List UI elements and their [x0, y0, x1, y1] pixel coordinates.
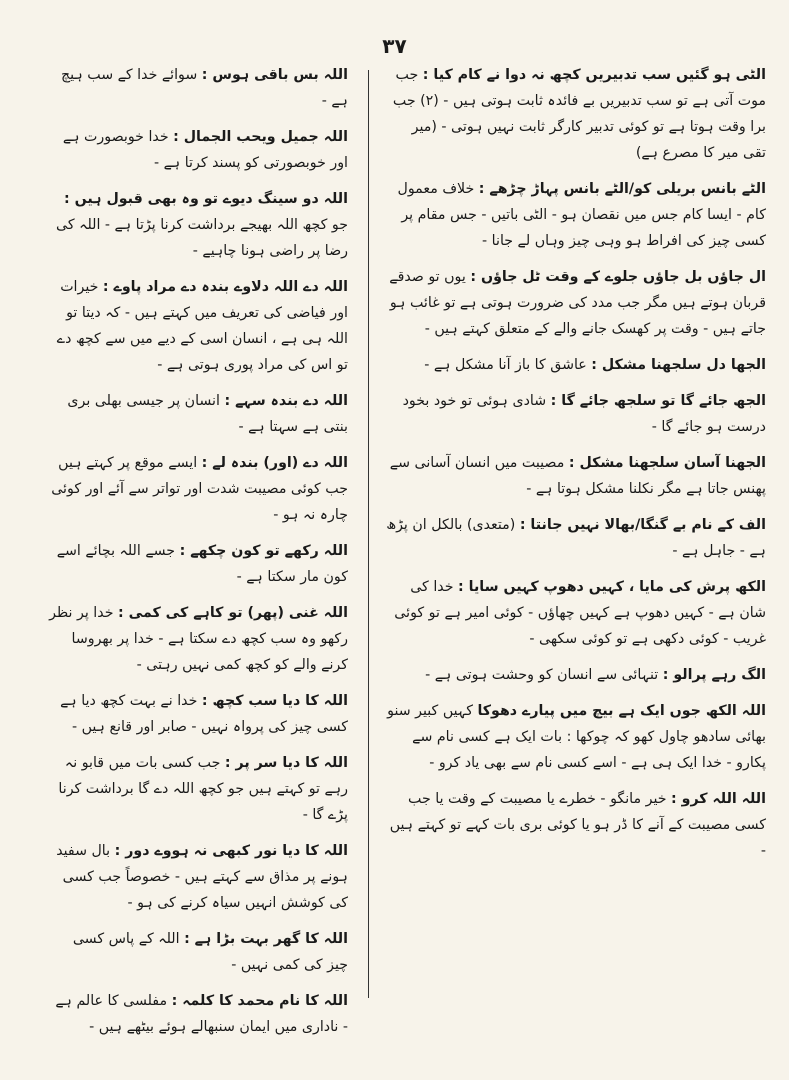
entry-definition: (متعدی) بالکل ان پڑھ ہے - جاہل ہے -: [386, 517, 766, 559]
entry-definition: عاشق کا باز آنا مشکل ہے -: [424, 357, 587, 373]
dictionary-entry: [386, 62, 766, 166]
entry-headword: اللہ دے بندہ سہے :: [224, 393, 348, 409]
entry-headword: الجھا دل سلجھنا مشکل :: [591, 357, 766, 373]
entry-headword: اللہ دو سینگ دیوے تو وہ بھی قبول ہیں :: [64, 191, 348, 207]
dictionary-entry: [48, 274, 348, 378]
dictionary-entry: [48, 988, 348, 1040]
dictionary-entry: [386, 176, 766, 254]
entry-headword: اللہ دے اللہ دلاوے بندہ دے مراد پاوے :: [102, 279, 348, 295]
entry-headword: الجھنا آسان سلجھنا مشکل :: [568, 455, 766, 471]
dictionary-entry: [48, 388, 348, 440]
entry-headword: ال جاؤں بل جاؤں جلوے کے وقت ٹل جاؤں :: [470, 269, 766, 285]
entry-headword: اللہ کا دیا نور کبھی نہ ہووے دور :: [114, 843, 348, 859]
column-divider: [368, 70, 369, 998]
entry-definition: یوں تو صدقے قربان ہوتے ہیں مگر جب مدد کی ضرورت ہوتی ہے تو غائب ہو جاتے ہیں - وقت پر کھسک جانے والے کے متعلق کہتے ہیں -: [389, 269, 766, 337]
entry-definition: خلاف معمول کام - ایسا کام جس میں نقصان ہو - الٹی باتیں - جس مقام پر کسی چیز کی افراط ہو وہی چیز وہاں لے جانا -: [397, 181, 766, 249]
dictionary-entry: [386, 264, 766, 342]
entry-headword: اللہ کا دیا سر پر :: [224, 755, 348, 771]
dictionary-entry: [48, 926, 348, 978]
entry-definition: مفلسی کا عالم ہے - ناداری میں ایمان سنبھالے ہوئے بیٹھے ہیں -: [55, 993, 348, 1035]
dictionary-entry: [386, 512, 766, 564]
right-column: [386, 62, 766, 874]
dictionary-entry: [48, 186, 348, 264]
dictionary-entry: [48, 750, 348, 828]
dictionary-entry: [386, 662, 766, 688]
entry-definition: خیر مانگو - خطرے یا مصیبت کے وقت یا جب کسی مصیبت کے آنے کا ڈر ہو یا کوئی بری بات کہے تو کہتے ہیں -: [389, 791, 766, 859]
dictionary-entry: [386, 786, 766, 864]
dictionary-entry: [386, 352, 766, 378]
entry-headword: اللہ کا دیا سب کچھ :: [201, 693, 348, 709]
entry-definition: اللہ کے پاس کسی چیز کی کمی نہیں -: [72, 931, 348, 973]
entry-headword: اللہ بس باقی ہوس :: [201, 67, 348, 83]
entry-definition: جسے اللہ بچائے اسے کون مار سکتا ہے -: [56, 543, 348, 585]
dictionary-entry: [48, 600, 348, 678]
entry-definition: خیرات اور فیاضی کی تعریف میں کہتے ہیں - کہ دیتا تو اللہ ہی ہے ، انسان اسی کے دیے میں سے کچھ دے تو اس کی مراد پوری ہوتی ہے -: [56, 279, 348, 373]
entry-definition: خدا خوبصورت ہے اور خوبصورتی کو پسند کرتا ہے -: [62, 129, 348, 171]
entry-headword: اللہ جمیل ویحب الجمال :: [173, 129, 348, 145]
entry-headword: اللہ اللہ کرو :: [671, 791, 766, 807]
dictionary-entry: [48, 538, 348, 590]
entry-headword: اللہ کا گھر بہت بڑا ہے :: [184, 931, 348, 947]
entry-headword: الٹی ہو گئیں سب تدبیریں کچھ نہ دوا نے کام کیا :: [422, 67, 766, 83]
entry-definition: انسان پر جیسی بھلی بری بنتی ہے سہتا ہے -: [67, 393, 348, 435]
dictionary-entry: [386, 574, 766, 652]
dictionary-entry: [48, 838, 348, 916]
entry-headword: الگ رہے پرالو :: [662, 667, 766, 683]
entry-definition: خدا پر نظر رکھو وہ سب کچھ دے سکتا ہے - خدا پر بھروسا کرنے والے کو کچھ کمی نہیں رہتی -: [49, 605, 348, 673]
left-column: [48, 62, 348, 1050]
entry-headword: الکھ پرش کی مایا ، کہیں دھوپ کہیں سایا :: [458, 579, 766, 595]
dictionary-entry: [48, 124, 348, 176]
entry-headword: الٹے بانس بریلی کو/الٹے بانس پہاڑ چڑھے :: [478, 181, 766, 197]
entry-definition: سوائے خدا کے سب ہیچ ہے -: [61, 67, 348, 109]
entry-headword: اللہ دے (اور) بندہ لے :: [201, 455, 348, 471]
entry-definition: جب کسی بات میں قابو نہ رہے تو کہتے ہیں جو کچھ اللہ دے گا برداشت کرنا پڑے گا -: [58, 755, 348, 823]
entry-headword: الف کے نام بے گنگا/بھالا نہیں جانتا :: [519, 517, 766, 533]
entry-definition: شادی ہوئی تو خود بخود درست ہو جائے گا -: [402, 393, 766, 435]
page-number: ۳۷: [382, 34, 407, 58]
entry-definition: جو کچھ اللہ بھیجے برداشت کرنا پڑتا ہے - اللہ کی رضا پر راضی ہونا چاہیے -: [56, 217, 348, 259]
dictionary-entry: [48, 450, 348, 528]
entry-definition: ایسے موقع پر کہتے ہیں جب کوئی مصیبت شدت اور تواتر سے آئے اور کوئی چارہ نہ ہو -: [51, 455, 348, 523]
dictionary-entry: [48, 688, 348, 740]
entry-definition: خدا کی شان ہے - کہیں دھوپ ہے کہیں چھاؤں - کوئی امیر ہے تو کوئی غریب - کوئی دکھی ہے تو کوئی سکھی -: [394, 579, 766, 647]
dictionary-entry: [386, 698, 766, 776]
entry-headword: اللہ الکھ جوں ایک ہے بیچ میں پیارے دھوکا: [477, 703, 766, 719]
entry-headword: اللہ غنی (پھر) تو کاہے کی کمی :: [117, 605, 348, 621]
entry-definition: کہیں کبیر سنو بھائی سادھو چاول کھو کہ چوکھا : بات ایک ہے کسی نام سے پکارو - خدا ایک ہی ہے - اسے کسی نام سے بھی یاد کرو -: [387, 703, 766, 771]
entry-definition: مصیبت میں انسان آسانی سے پھنس جاتا ہے مگر نکلنا مشکل ہوتا ہے -: [389, 455, 766, 497]
entry-definition: خدا نے بہت کچھ دیا ہے کسی چیز کی پرواہ نہیں - صابر اور قانع ہیں -: [60, 693, 348, 735]
dictionary-entry: [386, 450, 766, 502]
entry-definition: جب موت آتی ہے تو سب تدبیریں بے فائدہ ثابت ہوتی ہیں - (۲) جب برا وقت ہوتا ہے تو کوئی تدبیر کارگر ثابت نہیں ہوتی - (میر تقی میر کا مصرع ہے): [392, 67, 766, 161]
dictionary-entry: [386, 388, 766, 440]
entry-definition: تنہائی سے انسان کو وحشت ہوتی ہے -: [425, 667, 659, 683]
entry-definition: بال سفید ہونے پر مذاق سے کہتے ہیں - خصوصاً جب کسی کی کوشش انہیں سیاہ کرنے کی ہو -: [56, 843, 348, 911]
entry-headword: اللہ کا نام محمد کا کلمہ :: [171, 993, 348, 1009]
entry-headword: اللہ رکھے تو کون چکھے :: [179, 543, 348, 559]
dictionary-entry: [48, 62, 348, 114]
entry-headword: الجھ جائے گا تو سلجھ جائے گا :: [550, 393, 766, 409]
